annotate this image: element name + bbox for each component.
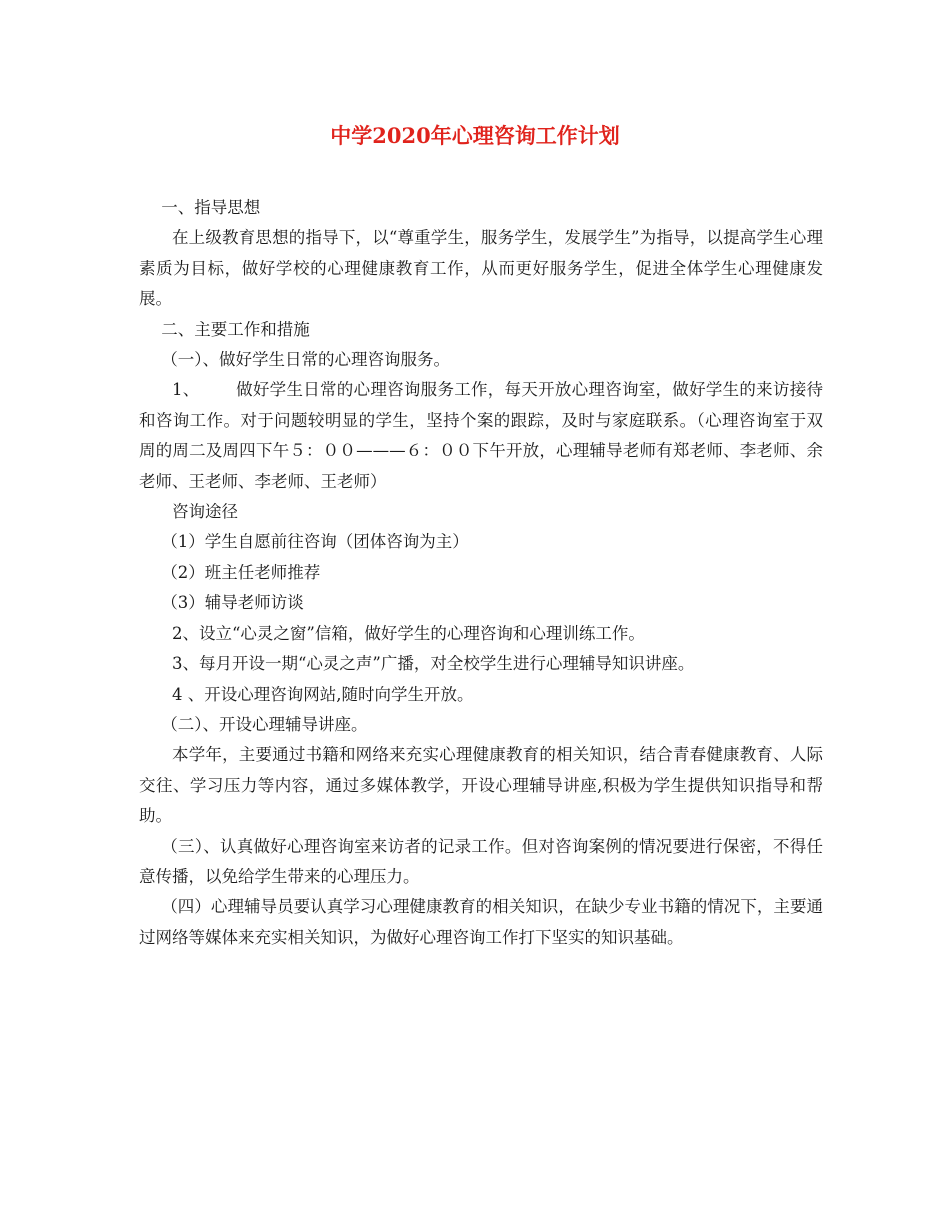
list-item-3: 3、每月开设一期“心灵之声”广播，对全校学生进行心理辅导知识讲座。 <box>172 654 695 674</box>
subsection-heading-1: （一）、做好学生日常的心理咨询服务。 <box>161 350 451 370</box>
subsection-heading-2: （二）、开设心理辅导讲座。 <box>161 714 368 734</box>
consult-route-3: （3）辅导老师访谈 <box>161 593 304 613</box>
consult-route-2: （2）班主任老师推荐 <box>161 562 321 582</box>
list-item-1-text: 做好学生日常的心理咨询服务工作，每天开放心理咨询室，做好学生的来访接待和咨询工作。对于问题较明显的学生，坚持个案的跟踪，及时与家庭联系。（心理咨询室于双周的周二及周四下午５：００———６：００下午开放，心理辅导老师有郑老师、李老师、余老师、王老师、李老师、王老师） <box>139 380 824 491</box>
consult-routes-heading: 咨询途径 <box>172 502 238 522</box>
list-item-1 <box>139 375 823 497</box>
subsection-heading-4: （四）心理辅导员要认真学习心理健康教育的相关知识，在缺少专业书籍的情况下，主要通过网络等媒体来充实相关知识，为做好心理咨询工作打下坚实的知识基础。 <box>139 897 823 947</box>
list-item-4: 4 、开设心理咨询网站,随时向学生开放。 <box>172 684 474 704</box>
document-body <box>139 193 823 953</box>
paragraph-lectures: 本学年，主要通过书籍和网络来充实心理健康教育的相关知识，结合青春健康教育、人际交往、学习压力等内容，通过多媒体教学，开设心理辅导讲座,积极为学生提供知识指导和帮助。 <box>139 745 823 826</box>
document-title: 中学2020年心理咨询工作计划 <box>330 123 620 148</box>
list-item-1-number: 1、 <box>172 380 200 400</box>
subsection-heading-3: （三）、认真做好心理咨询室来访者的记录工作。但对咨询案例的情况要进行保密，不得任意传播，以免给学生带来的心理压力。 <box>139 836 823 886</box>
paragraph-guiding-ideology: 在上级教育思想的指导下，以“尊重学生，服务学生，发展学生”为指导，以提高学生心理素质为目标，做好学校的心理健康教育工作，从而更好服务学生，促进全体学生心理健康发展。 <box>139 228 823 309</box>
list-item-2: 2、设立“心灵之窗”信箱，做好学生的心理咨询和心理训练工作。 <box>172 623 645 643</box>
section-heading-main-work: 二、主要工作和措施 <box>161 319 310 339</box>
consult-route-1: （1）学生自愿前往咨询（团体咨询为主） <box>161 532 469 552</box>
section-heading-guiding-ideology: 一、指导思想 <box>161 198 261 217</box>
